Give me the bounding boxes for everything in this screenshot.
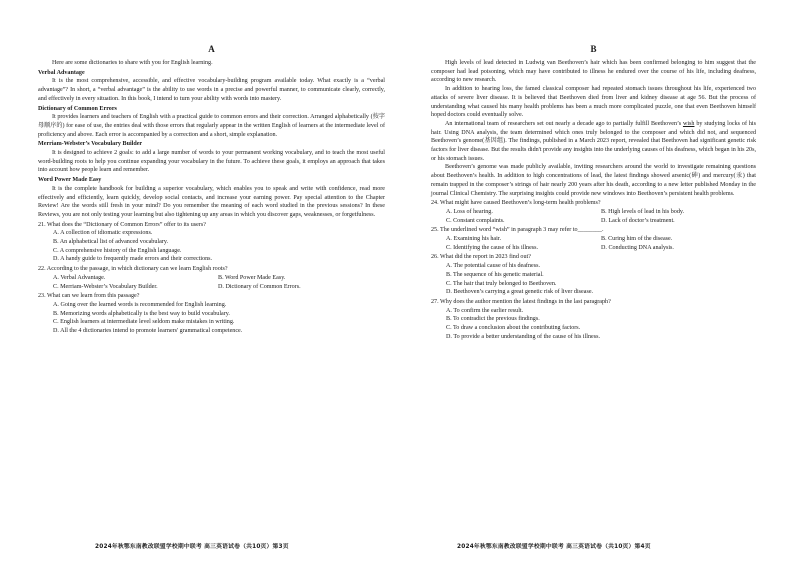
option-row [431,244,756,253]
option: A. A collection of idiomatic expressions. [53,230,153,237]
option: B. The sequence of his genetic material. [446,271,544,278]
passage-b-title: B [590,44,597,54]
question-stem: 27. Why does the author mention the latest findings in the last paragraph? [431,298,611,305]
section-text: It is the most comprehensive, accessible, and effective vocabulary-building program available today. What exactly is a “verbal advantage”? In short, a “verbal advantage” is the ability to use words in a precise and powerful manner, to communicate clearly, correctly, and effectively in every situation. In this book, I intend to turn your ability with words into mastery. [38,78,385,102]
option: A. Loss of hearing. [446,208,493,215]
option: B. Curing him of the disease. [601,236,673,243]
section-heading: Word Power Made Easy [38,177,102,184]
option: D. To provide a better understanding of the cause of his illness. [446,333,600,340]
option: B. An alphabetical list of advanced vocabulary. [53,239,169,246]
option: D. A handy guide to frequently made errors and their corrections. [53,256,213,263]
option-row [431,208,756,217]
option: C. Identifying the cause of his illness. [446,244,539,251]
option: A. The potential cause of his deafness. [446,263,540,270]
section-text: It is the complete handbook for building a superior vocabulary, which enables you to speak and write with confidence, read more effectively and efficiently, learn quickly, develop social contacts, and increase your earning power. Pay special attention to the Chapter Review! Are the words still fresh in your mind? Do you remember the meaning of each word studied in the previous sessions? In these Reviews, you are not only testing your learning but also tightening up any areas in which you discover gaps, weaknesses, or forgetfulness. [38,185,385,218]
question-stem: 23. What can we learn from this passage? [38,293,140,300]
section-heading: Verbal Advantage [38,69,85,76]
question-stem: 21. What does the “Dictionary of Common Errors” offer to its users? [38,221,206,228]
paragraph-text: by studying locks of his hair. Using DNA analysis, the team determined which ones truly belonged to the composer and which did not, and sequenced Beethoven’s genome(基因组). The findings, published in a March 2023 report, revealed that Beethoven had significant genetic risk factors for liver disease. But the results didn't provide any insights into the underlying causes of his deafness, which began in his 20s, or his stomach issues. [431,120,756,162]
page-right [397,0,794,561]
option: C. A comprehensive history of the English language. [53,247,182,254]
paragraph-text: An international team of researchers set out nearly a decade ago to partially fulfill Beethoven’s [445,120,683,127]
option: D. Dictionary of Common Errors. [218,283,301,290]
passage-a-title: A [208,44,215,54]
section-text: It is designed to achieve 2 goals: to add a large number of words to your permanent working vocabulary, and to teach the most useful word-building roots to help you continue expanding your vocabulary in the future. To achieve these goals, it employs an approach that takes into account how people learn and remember. [38,150,385,174]
question-stem: 24. What might have caused Beethoven’s long-term health problems? [431,200,601,207]
question-stem: 22. According to the passage, in which dictionary can we learn English roots? [38,266,228,273]
section-heading: Merriam-Webster’s Vocabulary Builder [38,141,143,148]
section-heading: Dictionary of Common Errors [38,105,117,112]
question-stem: 26. What did the report in 2023 find out? [431,254,531,261]
option: D. Conducting DNA analysis. [601,244,674,251]
option: C. Constant complaints. [446,217,505,224]
page-footer: 2024年秋鄂东南教改联盟学校期中联考 高三英语试卷（共10页）第3页 [95,544,289,551]
option-row [431,235,756,244]
option: B. Memorizing words alphabetically is the best way to build vocabulary. [53,310,230,317]
question-stem: 25. The underlined word “wish” in paragraph 3 may refer to________. [431,227,604,234]
option: B. Word Power Made Easy. [218,274,286,281]
paragraph: In addition to hearing loss, the famed classical composer had repeated stomach issues throughout his life, experienced two attacks of severe liver disease. It is believed that Beethoven died from liver and kidney disease at age 56. But the process of understanding what caused his many health problems has been a much more complicated puzzle, one that even Beethoven himself hoped doctors could eventually solve. [431,86,756,119]
option: A. To confirm the earlier result. [446,307,524,314]
option: C. The hair that truly belonged to Beethoven. [446,280,557,287]
option: D. Beethoven’s carrying a great genetic risk of liver disease. [446,289,594,296]
option: B. To contradict the previous findings. [446,316,540,323]
page-footer: 2024年秋鄂东南教改联盟学校期中联考 高三英语试卷（共10页）第4页 [457,544,651,551]
underlined-word: wish [682,120,695,127]
paragraph: High levels of lead detected in Ludwig van Beethoven’s hair which has been confirmed belonging to him suggest that the composer had lead poisoning, which may have contributed to illness he endured over the course of his life, including deafness, according to new research. [431,60,756,84]
option-row [431,217,756,226]
option-row [38,274,385,283]
option: D. Lack of doctor’s treatment. [601,217,675,224]
option: B. High levels of lead in his body. [601,208,685,215]
option: A. Going over the learned words is recommended for English learning. [53,301,227,308]
paragraph: Beethoven’s genome was made publicly available, inviting researchers around the world to investigate remaining questions about Beethoven’s health. In addition to high concentrations of lead, the latest findings showed arsenic(砷) and mercury(汞) that remain trapped in the composer’s strings of hair nearly 200 years after his death, according to a new letter published Monday in the journal Clinical Chemistry. The surprising insights could provide new windows into Beethoven’s persistent health problems. [431,164,756,197]
option: C. English learners at intermediate level seldom make mistakes in writing. [53,319,235,326]
option: C. Merriam-Webster’s Vocabulary Builder. [53,283,158,290]
option: C. To draw a conclusion about the contributing factors. [446,325,581,332]
section-text: It provides learners and teachers of English with a practical guide to common errors and their correction. Arranged alphabetically (按字母顺序的) for ease of use, the entries deal with those errors that regularly appear in the written English of learners at the intermediate level of proficiency and above. Each error is accompanied by a correction and a short, simple explanation. [38,114,385,138]
option: A. Verbal Advantage. [53,274,106,281]
passage-a-intro: Here are some dictionaries to share with you for English learning. [52,60,213,66]
option: A. Examining his hair. [446,236,502,243]
option: D. All the 4 dictionaries intend to promote learners' grammatical competence. [53,328,243,335]
paragraph-with-underline [431,120,756,164]
option-row [38,283,385,292]
